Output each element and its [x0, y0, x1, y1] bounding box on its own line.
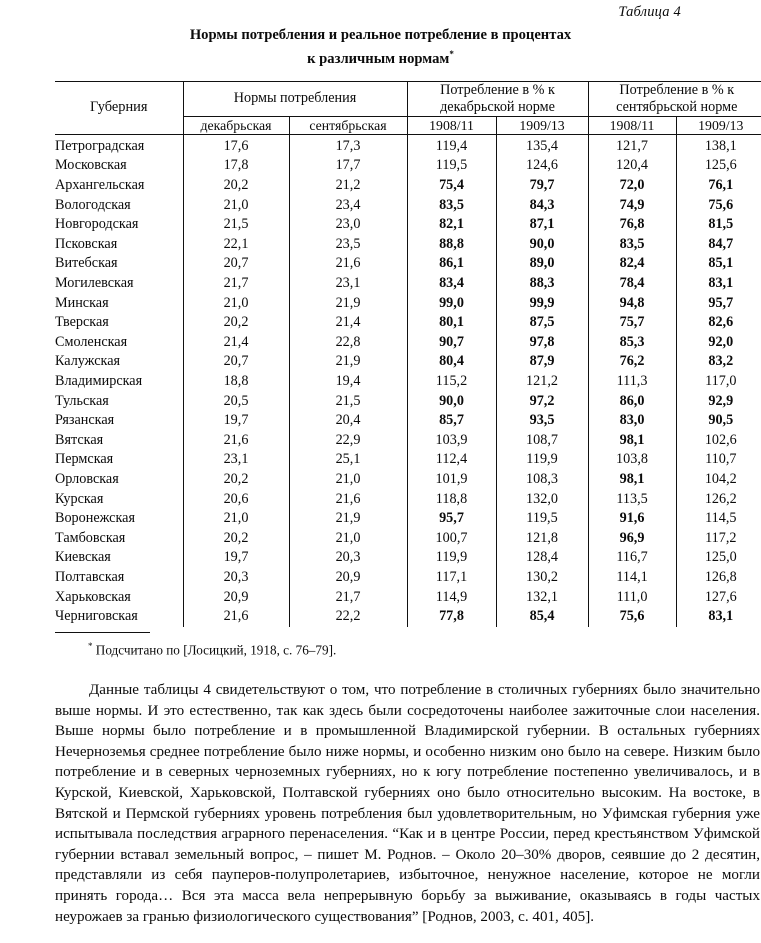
- cell-province: Московская: [55, 156, 183, 176]
- cell-pct-dec-1908-11: 83,5: [407, 196, 496, 216]
- header-group-norms: Нормы потребления: [183, 81, 407, 116]
- cell-province: Минская: [55, 294, 183, 314]
- cell-province: Черниговская: [55, 607, 183, 627]
- cell-norm-december: 20,2: [183, 470, 289, 490]
- cell-province: Киевская: [55, 548, 183, 568]
- cell-pct-sep-1908-11: 113,5: [588, 490, 676, 510]
- cell-norm-september: 20,4: [289, 411, 407, 431]
- cell-pct-sep-1908-11: 76,8: [588, 215, 676, 235]
- cell-province: Новгородская: [55, 215, 183, 235]
- cell-norm-september: 21,0: [289, 470, 407, 490]
- table-body: [55, 134, 761, 626]
- cell-norm-december: 21,7: [183, 274, 289, 294]
- cell-norm-september: 21,7: [289, 588, 407, 608]
- cell-norm-september: 25,1: [289, 450, 407, 470]
- cell-pct-dec-1908-11: 112,4: [407, 450, 496, 470]
- cell-pct-sep-1909-13: 83,2: [708, 353, 734, 370]
- header-sub-1908-11-dec: 1908/11: [407, 116, 496, 134]
- table-row: [55, 431, 761, 451]
- header-group-september-line2: сентябрьской норме: [616, 98, 738, 115]
- cell-pct-sep-1908-11: 82,4: [588, 254, 676, 274]
- cell-pct-dec-1909-13: 90,0: [496, 235, 588, 255]
- table-row: [55, 313, 761, 333]
- cell-pct-dec-1909-13: 87,9: [496, 352, 588, 372]
- cell-pct-sep-1909-13: 138,1: [676, 134, 761, 156]
- cell-pct-sep-1909-13: 126,8: [704, 568, 737, 585]
- cell-pct-dec-1908-11: 103,9: [407, 431, 496, 451]
- consumption-norms-table: [55, 81, 761, 627]
- cell-pct-sep-1909-13: 104,2: [704, 470, 737, 487]
- cell-pct-sep-1909-13: 85,1: [708, 255, 734, 272]
- cell-norm-september: 23,1: [289, 274, 407, 294]
- header-sub-1908-11-sep: 1908/11: [588, 116, 676, 134]
- cell-norm-december: 23,1: [183, 450, 289, 470]
- cell-pct-dec-1908-11: 119,5: [407, 156, 496, 176]
- cell-pct-dec-1909-13: 89,0: [496, 254, 588, 274]
- cell-pct-sep-1908-11: 78,4: [588, 274, 676, 294]
- cell-pct-sep-1908-11: 111,3: [588, 372, 676, 392]
- cell-province: Вологодская: [55, 196, 183, 216]
- cell-pct-dec-1909-13: 128,4: [496, 548, 588, 568]
- cell-pct-sep-1909-13: 75,6: [708, 196, 734, 213]
- cell-pct-dec-1908-11: 80,1: [407, 313, 496, 333]
- cell-pct-sep-1908-11: 86,0: [588, 392, 676, 412]
- cell-norm-december: 20,5: [183, 392, 289, 412]
- cell-province: Полтавская: [55, 568, 183, 588]
- cell-norm-september: 21,6: [289, 490, 407, 510]
- cell-pct-sep-1909-13: 125,0: [704, 549, 737, 566]
- cell-pct-sep-1909-13: 127,6: [704, 588, 737, 605]
- caption-line-2: к различным нормам: [307, 50, 450, 67]
- cell-norm-september: 21,2: [289, 176, 407, 196]
- footnote-block: [55, 632, 706, 658]
- caption-footnote-marker: *: [449, 49, 454, 59]
- cell-pct-sep-1909-13: 83,1: [708, 275, 734, 292]
- cell-pct-dec-1908-11: 77,8: [407, 607, 496, 627]
- cell-pct-dec-1909-13: 84,3: [496, 196, 588, 216]
- cell-pct-sep-1909-13: 81,5: [708, 216, 734, 233]
- cell-norm-december: 21,0: [183, 196, 289, 216]
- table-row: [55, 392, 761, 412]
- cell-pct-sep-1908-11: 103,8: [588, 450, 676, 470]
- table-row: [55, 196, 761, 216]
- header-group-september-pct: [588, 81, 761, 116]
- cell-pct-dec-1909-13: 119,9: [496, 450, 588, 470]
- table-row: [55, 548, 761, 568]
- cell-pct-dec-1908-11: 86,1: [407, 254, 496, 274]
- cell-province: Рязанская: [55, 411, 183, 431]
- header-sub-september: сентябрьская: [289, 116, 407, 134]
- table-row: [55, 235, 761, 255]
- cell-pct-dec-1908-11: 99,0: [407, 294, 496, 314]
- cell-norm-december: 21,6: [183, 431, 289, 451]
- cell-province: Вятская: [55, 431, 183, 451]
- cell-pct-sep-1908-11: 76,2: [588, 352, 676, 372]
- cell-norm-december: 19,7: [183, 548, 289, 568]
- cell-pct-sep-1908-11: 83,0: [588, 411, 676, 431]
- table-row: [55, 470, 761, 490]
- cell-pct-sep-1909-13: 110,7: [705, 451, 737, 468]
- header-sub-december: декабрьская: [183, 116, 289, 134]
- cell-pct-sep-1908-11: 98,1: [588, 470, 676, 490]
- cell-pct-dec-1909-13: 97,8: [496, 333, 588, 353]
- cell-pct-dec-1909-13: 132,0: [496, 490, 588, 510]
- table-row: [55, 294, 761, 314]
- table-row: [55, 333, 761, 353]
- cell-pct-sep-1908-11: 83,5: [588, 235, 676, 255]
- cell-norm-december: 20,9: [183, 588, 289, 608]
- cell-norm-december: 22,1: [183, 235, 289, 255]
- cell-pct-sep-1909-13: 126,2: [704, 490, 737, 507]
- cell-pct-sep-1908-11: 91,6: [588, 509, 676, 529]
- cell-province: Воронежская: [55, 509, 183, 529]
- header-group-september-line1: Потребление в % к: [619, 81, 735, 98]
- cell-norm-september: 23,5: [289, 235, 407, 255]
- cell-pct-sep-1909-13: 90,5: [708, 412, 734, 429]
- cell-province: Тульская: [55, 392, 183, 412]
- cell-norm-september: 17,3: [289, 134, 407, 156]
- cell-norm-september: 21,9: [289, 294, 407, 314]
- cell-pct-dec-1909-13: 88,3: [496, 274, 588, 294]
- table-row: [55, 134, 761, 156]
- cell-pct-dec-1908-11: 100,7: [407, 529, 496, 549]
- cell-pct-dec-1908-11: 117,1: [407, 568, 496, 588]
- body-text-block: [55, 680, 760, 927]
- footnote-text: Подсчитано по [Лосицкий, 1918, с. 76–79].: [95, 642, 337, 658]
- table-row: [55, 490, 761, 510]
- cell-pct-dec-1909-13: 121,2: [496, 372, 588, 392]
- header-group-december-line2: декабрьской норме: [440, 98, 555, 115]
- cell-pct-dec-1908-11: 80,4: [407, 352, 496, 372]
- cell-pct-sep-1908-11: 72,0: [588, 176, 676, 196]
- header-group-december-pct: [407, 81, 588, 116]
- cell-province: Смоленская: [55, 333, 183, 353]
- cell-norm-september: 21,5: [289, 392, 407, 412]
- cell-pct-sep-1908-11: 114,1: [588, 568, 676, 588]
- cell-pct-sep-1908-11: 75,6: [588, 607, 676, 627]
- cell-pct-dec-1909-13: 108,7: [496, 431, 588, 451]
- cell-province: Харьковская: [55, 588, 183, 608]
- table-row: [55, 529, 761, 549]
- footnote-separator-rule: [55, 632, 150, 633]
- cell-province: Тамбовская: [55, 529, 183, 549]
- cell-pct-sep-1908-11: 96,9: [588, 529, 676, 549]
- cell-pct-sep-1908-11: 121,7: [588, 134, 676, 156]
- footnote-text-line: [55, 638, 706, 658]
- cell-pct-sep-1909-13: 114,5: [705, 510, 737, 527]
- body-paragraph: Данные таблицы 4 свидетельствуют о том, что потребление в столичных губерниях было значительно выше нормы. И это естественно, так как здесь были сосредоточены наиболее зажиточные слои населения. Выше нормы было потребление и в промышленной Владимирской губернии. В остальных губерниях Нечерноземья среднее потребление было ниже нормы, и особенно низким оно было на севере. Низким было потребление и в северных черноземных губерниях, но к югу потребление постепенно увеличивалось, и в Курской, Киевской, Харьковской, Полтавской губерниях оно было относительно высоким. На востоке, в Вятской и Пермской губерниях уровень потребления был удовлетворительным, но Уфимская губерния уже испытывала последствия аграрного перенаселения. “Как и в центре России, перед крестьянством Уфимской губернии вставал земельный вопрос, – пишет М. Роднов. – Около 20–30% дворов, сеявшие до 2 десятин, представляли из себя пауперов-полупролетариев, избыточное, ненужное население, которое не могли принять города… Вся эта масса вела непрерывную борьбу за выживание, оказываясь в годы частых неурожаев за гранью физиологического существования” [Роднов, 2003, с. 401, 405].: [55, 682, 760, 925]
- cell-pct-sep-1909-13: 76,1: [708, 177, 734, 194]
- table-row: [55, 372, 761, 392]
- cell-norm-december: 21,4: [183, 333, 289, 353]
- cell-norm-december: 21,0: [183, 509, 289, 529]
- table-row: [55, 352, 761, 372]
- cell-pct-dec-1908-11: 118,8: [407, 490, 496, 510]
- footnote-marker: *: [88, 640, 93, 651]
- cell-pct-dec-1909-13: 135,4: [496, 134, 588, 156]
- cell-pct-dec-1909-13: 97,2: [496, 392, 588, 412]
- cell-pct-dec-1909-13: 121,8: [496, 529, 588, 549]
- table-caption: [55, 26, 706, 69]
- table-row: [55, 509, 761, 529]
- table-row: [55, 156, 761, 176]
- cell-province: Калужская: [55, 352, 183, 372]
- cell-pct-sep-1908-11: 85,3: [588, 333, 676, 353]
- cell-norm-september: 19,4: [289, 372, 407, 392]
- cell-pct-dec-1908-11: 114,9: [407, 588, 496, 608]
- cell-pct-dec-1908-11: 90,0: [407, 392, 496, 412]
- cell-province: Архангельская: [55, 176, 183, 196]
- table-row: [55, 176, 761, 196]
- cell-pct-dec-1908-11: 119,4: [407, 134, 496, 156]
- cell-pct-sep-1909-13: 82,6: [708, 314, 734, 331]
- header-province: Губерния: [55, 81, 183, 134]
- cell-pct-dec-1908-11: 83,4: [407, 274, 496, 294]
- cell-norm-september: 23,0: [289, 215, 407, 235]
- cell-pct-dec-1908-11: 115,2: [407, 372, 496, 392]
- cell-norm-september: 21,9: [289, 509, 407, 529]
- cell-norm-september: 22,9: [289, 431, 407, 451]
- cell-pct-sep-1908-11: 98,1: [588, 431, 676, 451]
- cell-province: Орловская: [55, 470, 183, 490]
- caption-line-1: Нормы потребления и реальное потребление в процентах: [189, 27, 572, 43]
- cell-pct-sep-1909-13: 83,1: [708, 608, 734, 625]
- cell-province: Курская: [55, 490, 183, 510]
- cell-norm-september: 20,9: [289, 568, 407, 588]
- cell-norm-december: 21,0: [183, 294, 289, 314]
- cell-norm-september: 21,9: [289, 352, 407, 372]
- cell-pct-sep-1908-11: 120,4: [588, 156, 676, 176]
- cell-norm-september: 21,4: [289, 313, 407, 333]
- table-row: [55, 607, 761, 627]
- cell-norm-december: 20,2: [183, 529, 289, 549]
- header-group-december-line1: Потребление в % к: [440, 81, 555, 98]
- header-sub-1909-13-dec: 1909/13: [496, 116, 588, 134]
- cell-pct-dec-1909-13: 99,9: [496, 294, 588, 314]
- cell-pct-sep-1909-13: 117,2: [705, 529, 737, 546]
- table-row: [55, 450, 761, 470]
- cell-province: Псковская: [55, 235, 183, 255]
- table-head: [55, 81, 761, 134]
- cell-province: Тверская: [55, 313, 183, 333]
- cell-norm-december: 17,8: [183, 156, 289, 176]
- cell-pct-dec-1908-11: 85,7: [407, 411, 496, 431]
- cell-norm-december: 20,7: [183, 352, 289, 372]
- cell-pct-dec-1909-13: 119,5: [496, 509, 588, 529]
- table-row: [55, 215, 761, 235]
- table-number-label: Таблица 4: [618, 4, 681, 20]
- cell-province: Владимирская: [55, 372, 183, 392]
- cell-pct-dec-1908-11: 82,1: [407, 215, 496, 235]
- cell-pct-sep-1909-13: 92,0: [708, 333, 734, 350]
- cell-pct-dec-1908-11: 95,7: [407, 509, 496, 529]
- cell-pct-sep-1908-11: 94,8: [588, 294, 676, 314]
- cell-norm-december: 21,5: [183, 215, 289, 235]
- cell-norm-december: 19,7: [183, 411, 289, 431]
- header-sub-1909-13-sep: 1909/13: [698, 117, 744, 133]
- cell-pct-sep-1909-13: 102,6: [704, 431, 737, 448]
- table-row: [55, 411, 761, 431]
- cell-province: Петроградская: [55, 134, 183, 156]
- table-row: [55, 588, 761, 608]
- cell-pct-dec-1909-13: 130,2: [496, 568, 588, 588]
- table-row: [55, 274, 761, 294]
- cell-norm-september: 22,8: [289, 333, 407, 353]
- cell-pct-sep-1908-11: 116,7: [588, 548, 676, 568]
- cell-pct-sep-1909-13: 84,7: [708, 235, 734, 252]
- cell-pct-dec-1909-13: 108,3: [496, 470, 588, 490]
- cell-pct-dec-1909-13: 79,7: [496, 176, 588, 196]
- cell-pct-dec-1909-13: 124,6: [496, 156, 588, 176]
- table-row: [55, 568, 761, 588]
- cell-norm-december: 20,3: [183, 568, 289, 588]
- cell-norm-september: 22,2: [289, 607, 407, 627]
- cell-norm-december: 20,6: [183, 490, 289, 510]
- cell-pct-sep-1909-13: 92,9: [708, 392, 734, 409]
- cell-norm-september: 20,3: [289, 548, 407, 568]
- cell-pct-dec-1909-13: 93,5: [496, 411, 588, 431]
- cell-norm-december: 20,2: [183, 176, 289, 196]
- cell-pct-dec-1908-11: 101,9: [407, 470, 496, 490]
- cell-norm-december: 17,6: [183, 134, 289, 156]
- cell-norm-december: 18,8: [183, 372, 289, 392]
- cell-norm-december: 20,2: [183, 313, 289, 333]
- cell-province: Пермская: [55, 450, 183, 470]
- cell-pct-dec-1908-11: 90,7: [407, 333, 496, 353]
- cell-norm-september: 21,0: [289, 529, 407, 549]
- cell-norm-september: 21,6: [289, 254, 407, 274]
- cell-pct-sep-1908-11: 75,7: [588, 313, 676, 333]
- cell-norm-september: 23,4: [289, 196, 407, 216]
- table-header-row-groups: [55, 81, 761, 116]
- cell-pct-sep-1908-11: 111,0: [588, 588, 676, 608]
- cell-pct-dec-1909-13: 87,5: [496, 313, 588, 333]
- cell-pct-sep-1909-13: 117,0: [705, 372, 737, 389]
- cell-norm-december: 20,7: [183, 254, 289, 274]
- cell-pct-dec-1909-13: 87,1: [496, 215, 588, 235]
- cell-pct-dec-1909-13: 132,1: [496, 588, 588, 608]
- cell-province: Могилевская: [55, 274, 183, 294]
- cell-pct-dec-1908-11: 119,9: [407, 548, 496, 568]
- cell-norm-september: 17,7: [289, 156, 407, 176]
- cell-pct-sep-1909-13: 125,6: [704, 157, 737, 174]
- cell-pct-dec-1908-11: 75,4: [407, 176, 496, 196]
- cell-pct-sep-1909-13: 95,7: [708, 294, 734, 311]
- cell-pct-dec-1909-13: 85,4: [496, 607, 588, 627]
- cell-pct-sep-1908-11: 74,9: [588, 196, 676, 216]
- cell-province: Витебская: [55, 254, 183, 274]
- table-row: [55, 254, 761, 274]
- cell-norm-december: 21,6: [183, 607, 289, 627]
- cell-pct-dec-1908-11: 88,8: [407, 235, 496, 255]
